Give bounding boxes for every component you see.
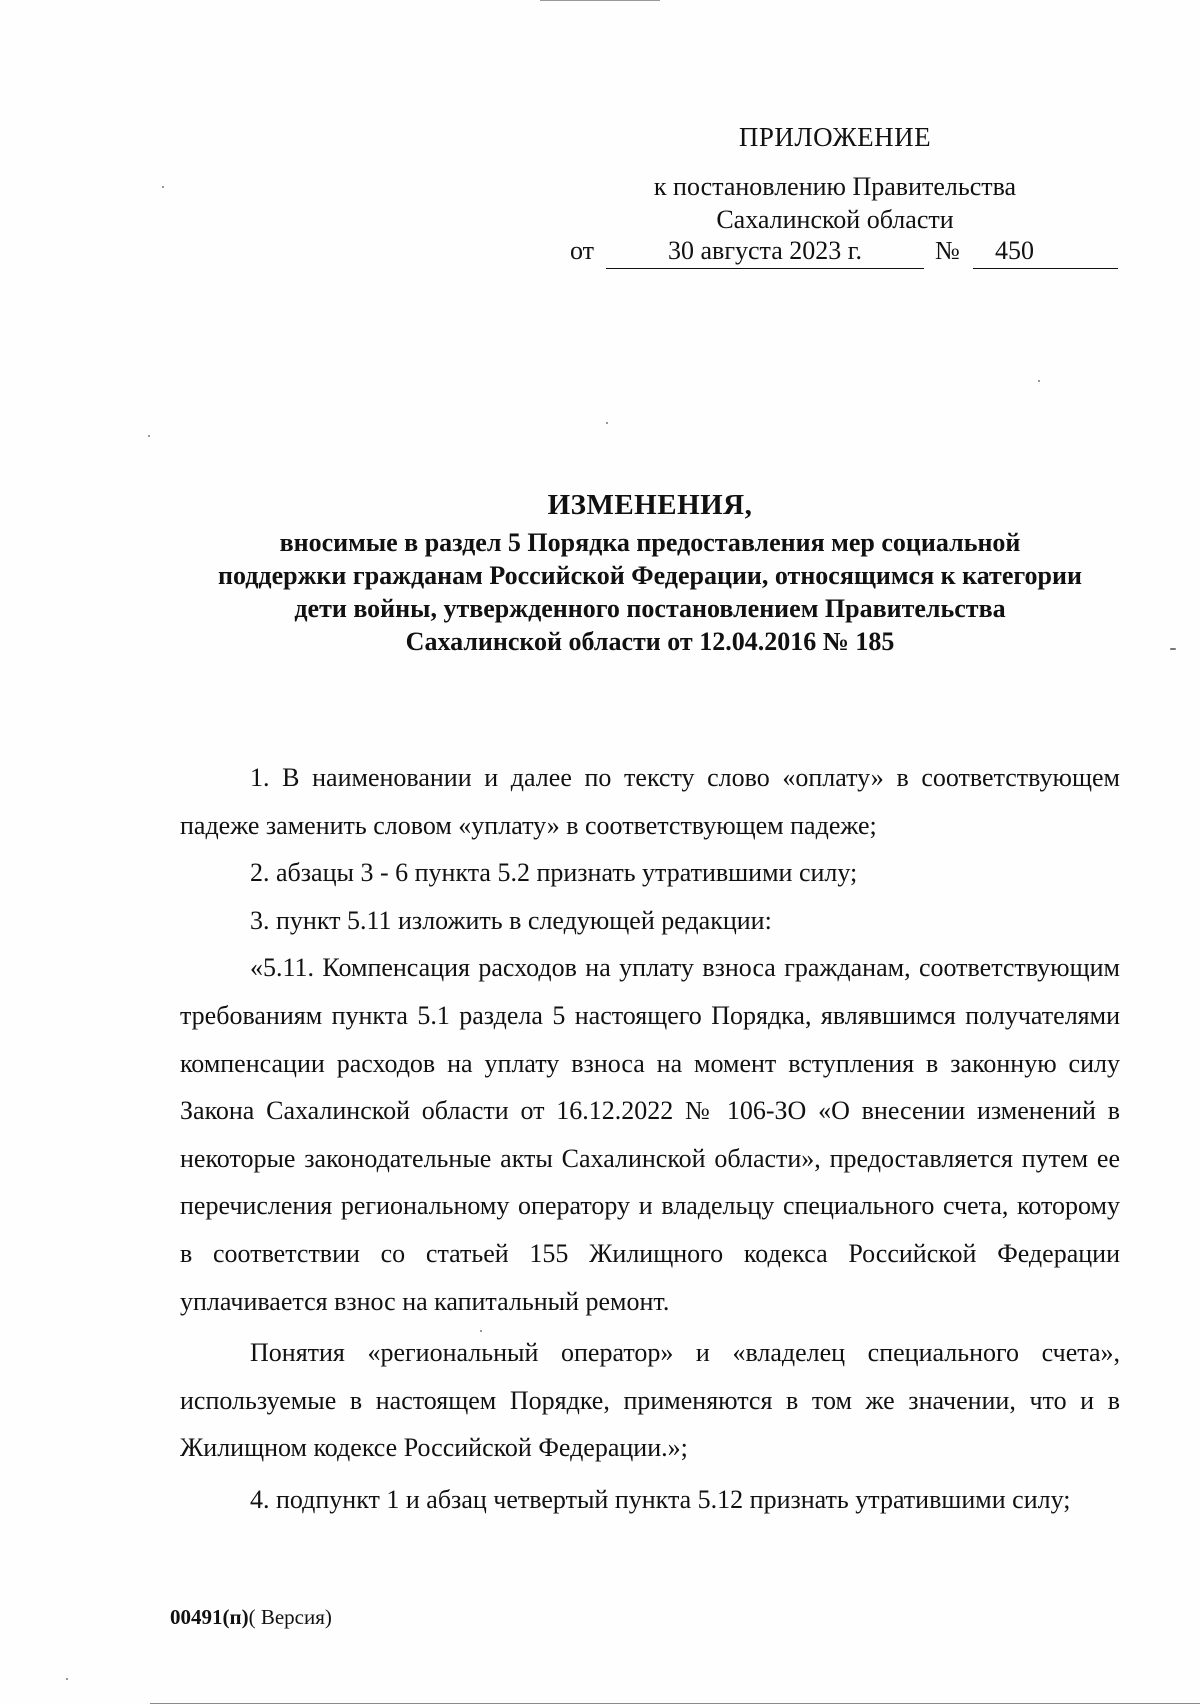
scan-edge-line bbox=[540, 0, 660, 1]
date-prefix: от bbox=[570, 236, 595, 265]
document-title: ИЗМЕНЕНИЯ, bbox=[547, 489, 753, 521]
scan-speck bbox=[1170, 648, 1176, 650]
scan-speck bbox=[66, 1678, 68, 1680]
decree-number: 450 bbox=[995, 236, 1034, 265]
paragraph-definitions: Понятия «региональный оператор» и «владелец специального счета», используемые в настоящем Порядке, применяются в том же значении, что и в Жилищном кодексе Российской Федерации.»; bbox=[180, 1338, 1120, 1463]
paragraph-item-2: 2. абзацы 3 - 6 пункта 5.2 признать утратившими силу; bbox=[250, 858, 858, 888]
paragraph-quoted-5-11: «5.11. Компенсация расходов на уплату взноса гражданам, соответствующим требованиям пункта 5.1 раздела 5 настоящего Порядка, являвшимся получателями компенсации расходов на уплату взноса на момент вступления в законную силу Закона Сахалинской области от 16.12.2022 № 106-ЗО «О внесении изменений в некоторые законодательные акты Сахалинской области», предоставляется путем ее перечисления региональному оператору и владельцу специального счета, которому в соответствии со статьей 155 Жилищного кодекса Российской Федерации уплачивается взнос на капитальный ремонт. bbox=[180, 953, 1120, 1316]
appendix-title: ПРИЛОЖЕНИЕ bbox=[738, 122, 932, 152]
document-subtitle bbox=[170, 526, 1130, 658]
document-version: ( Версия) bbox=[248, 1605, 332, 1629]
subtitle-line: поддержки гражданам Российской Федерации, относящимся к категории bbox=[218, 561, 1082, 590]
number-sign: № bbox=[935, 236, 960, 265]
decree-date: 30 августа 2023 г. bbox=[606, 236, 924, 269]
scan-speck bbox=[148, 435, 150, 437]
appendix-date-row bbox=[570, 236, 1130, 270]
appendix-reference-line: к постановлению Правительства bbox=[653, 172, 1017, 201]
subtitle-line: Сахалинской области от 12.04.2016 № 185 bbox=[405, 627, 895, 656]
decree-number-field bbox=[973, 236, 1118, 269]
paragraph-item-1: 1. В наименовании и далее по тексту слово «оплату» в соответствующем падеже заменить словом «уплату» в соответствующем падеже; bbox=[180, 763, 1120, 840]
appendix-region-line: Сахалинской области bbox=[716, 205, 954, 234]
paragraph-item-4: 4. подпункт 1 и абзац четвертый пункта 5.12 признать утратившими силу; bbox=[250, 1484, 1071, 1514]
subtitle-line: дети войны, утвержденного постановлением Правительства bbox=[294, 594, 1006, 623]
scan-speck bbox=[606, 422, 608, 424]
document-code bbox=[170, 1604, 332, 1630]
scan-speck bbox=[162, 186, 164, 188]
document-code-number: 00491(п) bbox=[170, 1605, 249, 1629]
scan-speck bbox=[1038, 380, 1040, 382]
paragraph-item-3: 3. пункт 5.11 изложить в следующей редакции: bbox=[250, 905, 772, 935]
document-body bbox=[180, 754, 1120, 1524]
subtitle-line: вносимые в раздел 5 Порядка предоставления мер социальной bbox=[279, 528, 1021, 557]
scan-speck bbox=[480, 1330, 482, 1332]
